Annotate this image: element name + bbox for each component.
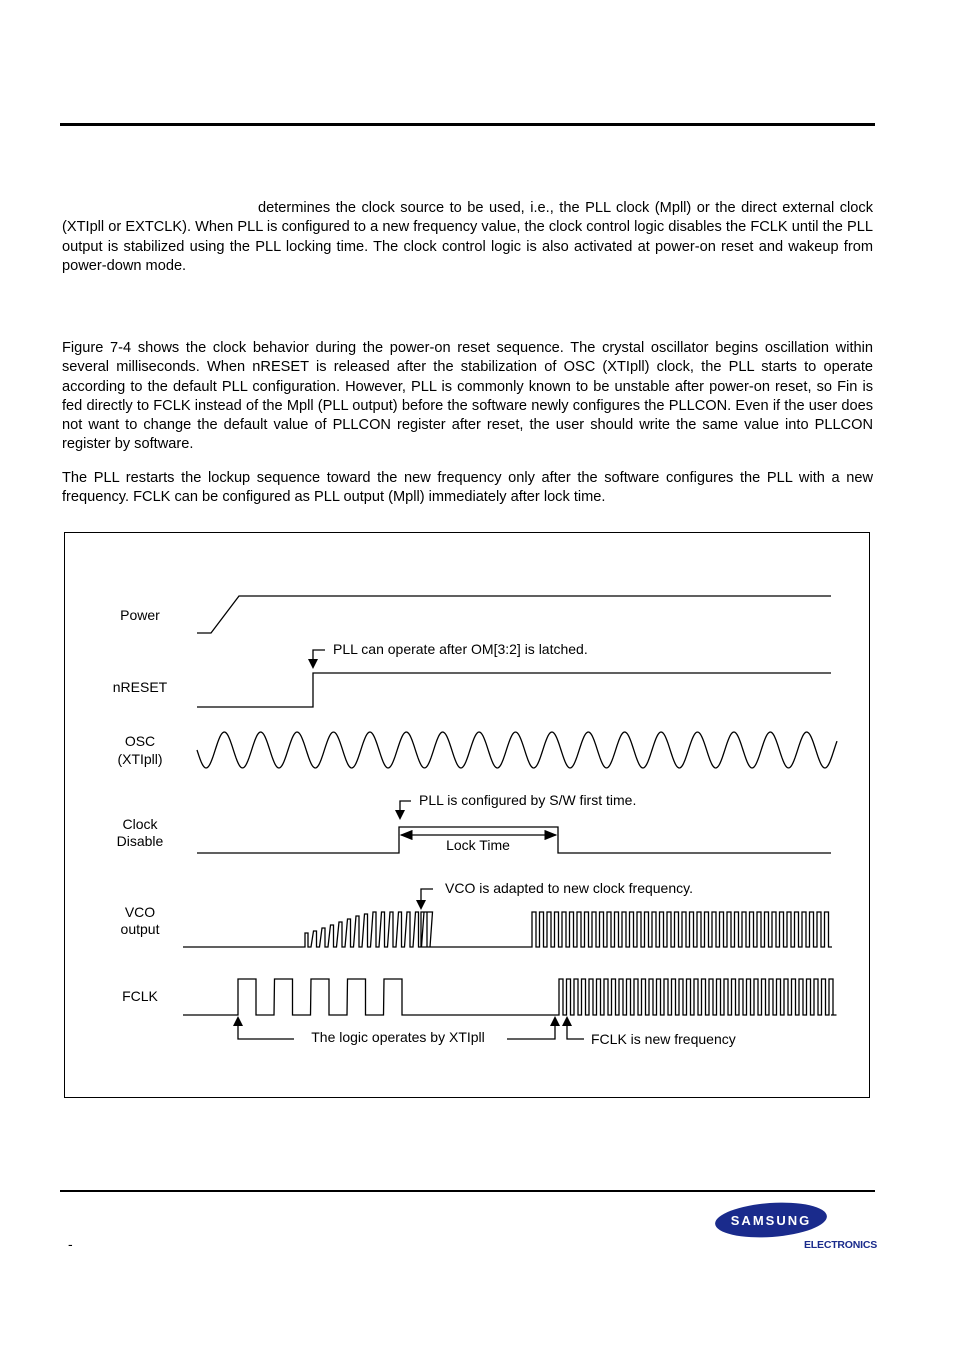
arrow-fclk-new bbox=[562, 1016, 572, 1026]
leader-logic-left bbox=[238, 1026, 294, 1039]
clock-disable-waveform bbox=[197, 827, 831, 853]
note-lock-time: Lock Time bbox=[446, 837, 510, 853]
timing-diagram-svg bbox=[65, 533, 871, 1099]
label-nreset: nRESET bbox=[112, 679, 168, 695]
note-fclk-new: FCLK is new frequency bbox=[591, 1031, 736, 1047]
note-pll-configured: PLL is configured by S/W first time. bbox=[419, 792, 637, 808]
arrow-clock-disable bbox=[395, 810, 405, 820]
label-osc: OSC bbox=[124, 733, 156, 749]
label-power: Power bbox=[120, 607, 160, 623]
arrow-nreset bbox=[308, 659, 318, 669]
paragraph-pll-restart: The PLL restarts the lockup sequence toward the new frequency only after the software configures the PLL with a new frequency. FCLK can be configured as PLL output (Mpll) immediately after lock time. bbox=[62, 470, 873, 506]
label-vco-output: output bbox=[120, 921, 160, 937]
paragraph-clock-source: determines the clock source to be used, i.e., the PLL clock (Mpll) or the direct external clock (XTIpll or EXTCLK). When PLL is configured to a new frequency value, the clock control logic disables the FCLK until the PLL output is stabilized using the PLL locking time. The clock control logic is also activated at power-on reset and wakeup from power-down mode. bbox=[62, 200, 873, 274]
samsung-electronics-text: ELECTRONICS bbox=[804, 1239, 878, 1251]
leader-pll-operate bbox=[313, 650, 325, 659]
arrow-vco bbox=[416, 900, 426, 910]
leader-logic-right bbox=[507, 1026, 555, 1039]
leader-pll-configured bbox=[400, 801, 411, 810]
page-number-dash: - bbox=[68, 1236, 73, 1252]
footer-rule bbox=[60, 1190, 875, 1192]
header-rule bbox=[60, 123, 875, 126]
leader-vco-adapted bbox=[421, 889, 433, 900]
label-fclk: FCLK bbox=[122, 988, 158, 1004]
label-vco: VCO bbox=[124, 904, 156, 920]
arrow-fclk-stop bbox=[550, 1016, 560, 1026]
paragraph-power-on-reset: Figure 7-4 shows the clock behavior during the power-on reset sequence. The crystal oscillator begins oscillation within several milliseconds. When nRESET is released after the stabilization of OSC (XTIpll) clock, the PLL starts to operate according to the default PLL configuration. However, PLL is commonly known to be unstable after power-on reset, so Fin is fed directly to FCLK instead of the Mpll (PLL output) before the software newly configures the PLLCON. Even if the user does not want to change the default value of PLLCON register after reset, the user should write the same value into PLLCON register by software. bbox=[62, 340, 873, 453]
note-pll-operate: PLL can operate after OM[3:2] is latched. bbox=[333, 641, 588, 657]
note-logic-xtipll: The logic operates by XTIpll bbox=[311, 1029, 485, 1045]
samsung-logo-text: SAMSUNG bbox=[730, 1213, 812, 1228]
power-waveform bbox=[197, 596, 831, 633]
note-vco-adapted: VCO is adapted to new clock frequency. bbox=[445, 880, 693, 896]
timing-diagram bbox=[64, 532, 870, 1098]
label-osc-xtipll: (XTIpll) bbox=[117, 751, 163, 767]
nreset-waveform bbox=[197, 673, 831, 707]
vco-waveform bbox=[183, 912, 832, 947]
osc-waveform bbox=[197, 732, 837, 768]
label-clock: Clock bbox=[122, 816, 158, 832]
samsung-logo bbox=[714, 1200, 830, 1242]
leader-fclk-new bbox=[567, 1026, 584, 1039]
fclk-waveform bbox=[183, 979, 837, 1015]
arrow-fclk-start bbox=[233, 1016, 243, 1026]
label-disable: Disable bbox=[116, 833, 164, 849]
